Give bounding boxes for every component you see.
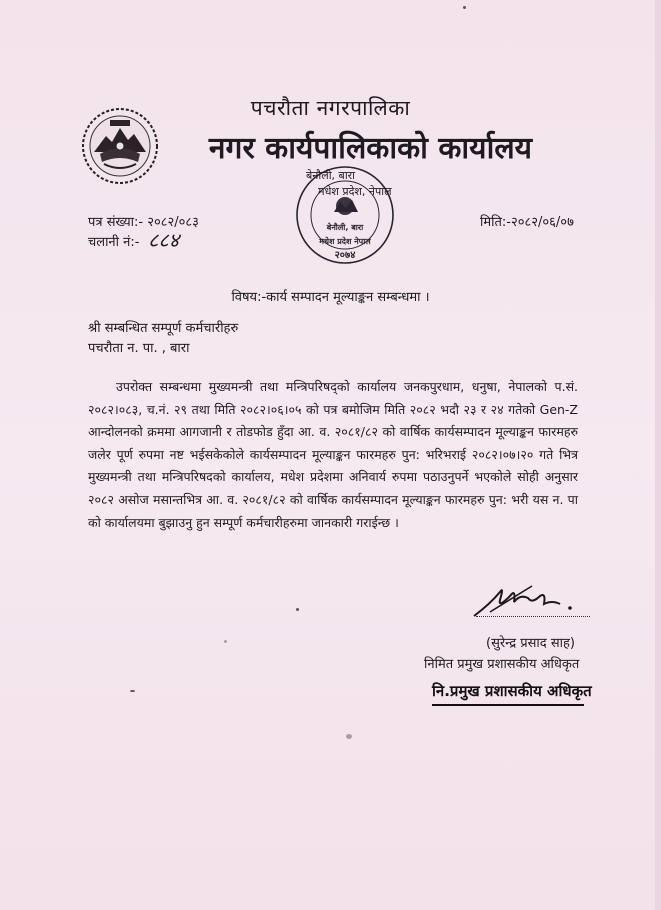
recipient-line-1: श्री सम्बन्धित सम्पूर्ण कर्मचारीहरु: [88, 321, 239, 336]
letter-body: उपरोक्त सम्बन्धमा मुख्यमन्त्री तथा मन्त्रिपरिषद्को कार्यालय जनकपुरधाम, धनुषा, नेपालको प.सं. २०८२।०८३, च.नं. २९ तथा मिति २०८२।०६।०५ को पत्र बमोजिम मिति २०८२ भदौ २३ र २४ गतेको Gen-Z आन्दोलनको क्रममा आगजानी र तोडफोड हुँदा आ. व. २०८१/८२ को वार्षिक कार्यसम्पादन मूल्याङ्कन फारमहरु जलेर पूर्ण रुपमा नष्ट भईसकेकोले कार्यसम्पादन मूल्याङ्कन फारमहरु पुन: भरिभराई २०८२।०७।२० गते भित्र मुख्यमन्त्री तथा मन्त्रिपरिषदको कार्यालय, मधेश प्रदेशमा अनिवार्य रुपमा पठाउनुपर्ने भएकोले सोही अनुसार २०८२ असोज मसान्तभित्र आ. व. २०८१/८२ को वार्षिक कार्यसम्पादन मूल्याङ्कन फारमहरु पुन: भरी यस न. पा को कार्यालयमा बुझाउनु हुन सम्पूर्ण कर्मचारीहरुमा जानकारी गराईन्छ ।: [88, 379, 578, 530]
scan-speck: [346, 734, 352, 739]
province-line: मधेश प्रदेश, नेपाल: [318, 185, 392, 198]
dispatch-label: चलानी नं:-: [88, 235, 140, 250]
scan-speck: [463, 6, 466, 9]
signature-icon: [470, 574, 580, 622]
location-line: बेनौली, बारा: [306, 169, 356, 182]
scan-speck: [130, 690, 135, 692]
signatory-name: (सुरेन्द्र प्रसाद साह): [486, 636, 575, 651]
letter-number: पत्र संख्या:- २०८२/०८३: [88, 215, 199, 230]
scan-speck: [224, 640, 227, 643]
seal-inner-line: बेनौली, बारा: [326, 223, 364, 232]
scan-speck: [296, 608, 299, 611]
subject-line: विषय:-कार्य सम्पादन मूल्याङ्कन सम्बन्धमा ।: [231, 290, 430, 305]
dispatch-number-handwritten: ८८४: [148, 228, 180, 252]
letter-date: मिति:-२०८२/०६/०७: [480, 215, 574, 230]
designation-stamp: नि.प्रमुख प्रशासकीय अधिकृत: [432, 682, 592, 700]
recipient-line-2: पचरौता न. पा. , बारा: [88, 341, 190, 356]
municipality-name: पचरौता नगरपालिका: [250, 96, 411, 120]
seal-year: २०७४: [334, 250, 356, 261]
stamp-underline: [432, 704, 584, 706]
signature-line: [476, 616, 590, 617]
signatory-title: निमित प्रमुख प्रशासकीय अधिकृत: [424, 657, 580, 672]
office-name: नगर कार्यपालिकाको कार्यालय: [208, 131, 533, 166]
seal-province: मधेश प्रदेश नेपाल: [319, 237, 371, 246]
